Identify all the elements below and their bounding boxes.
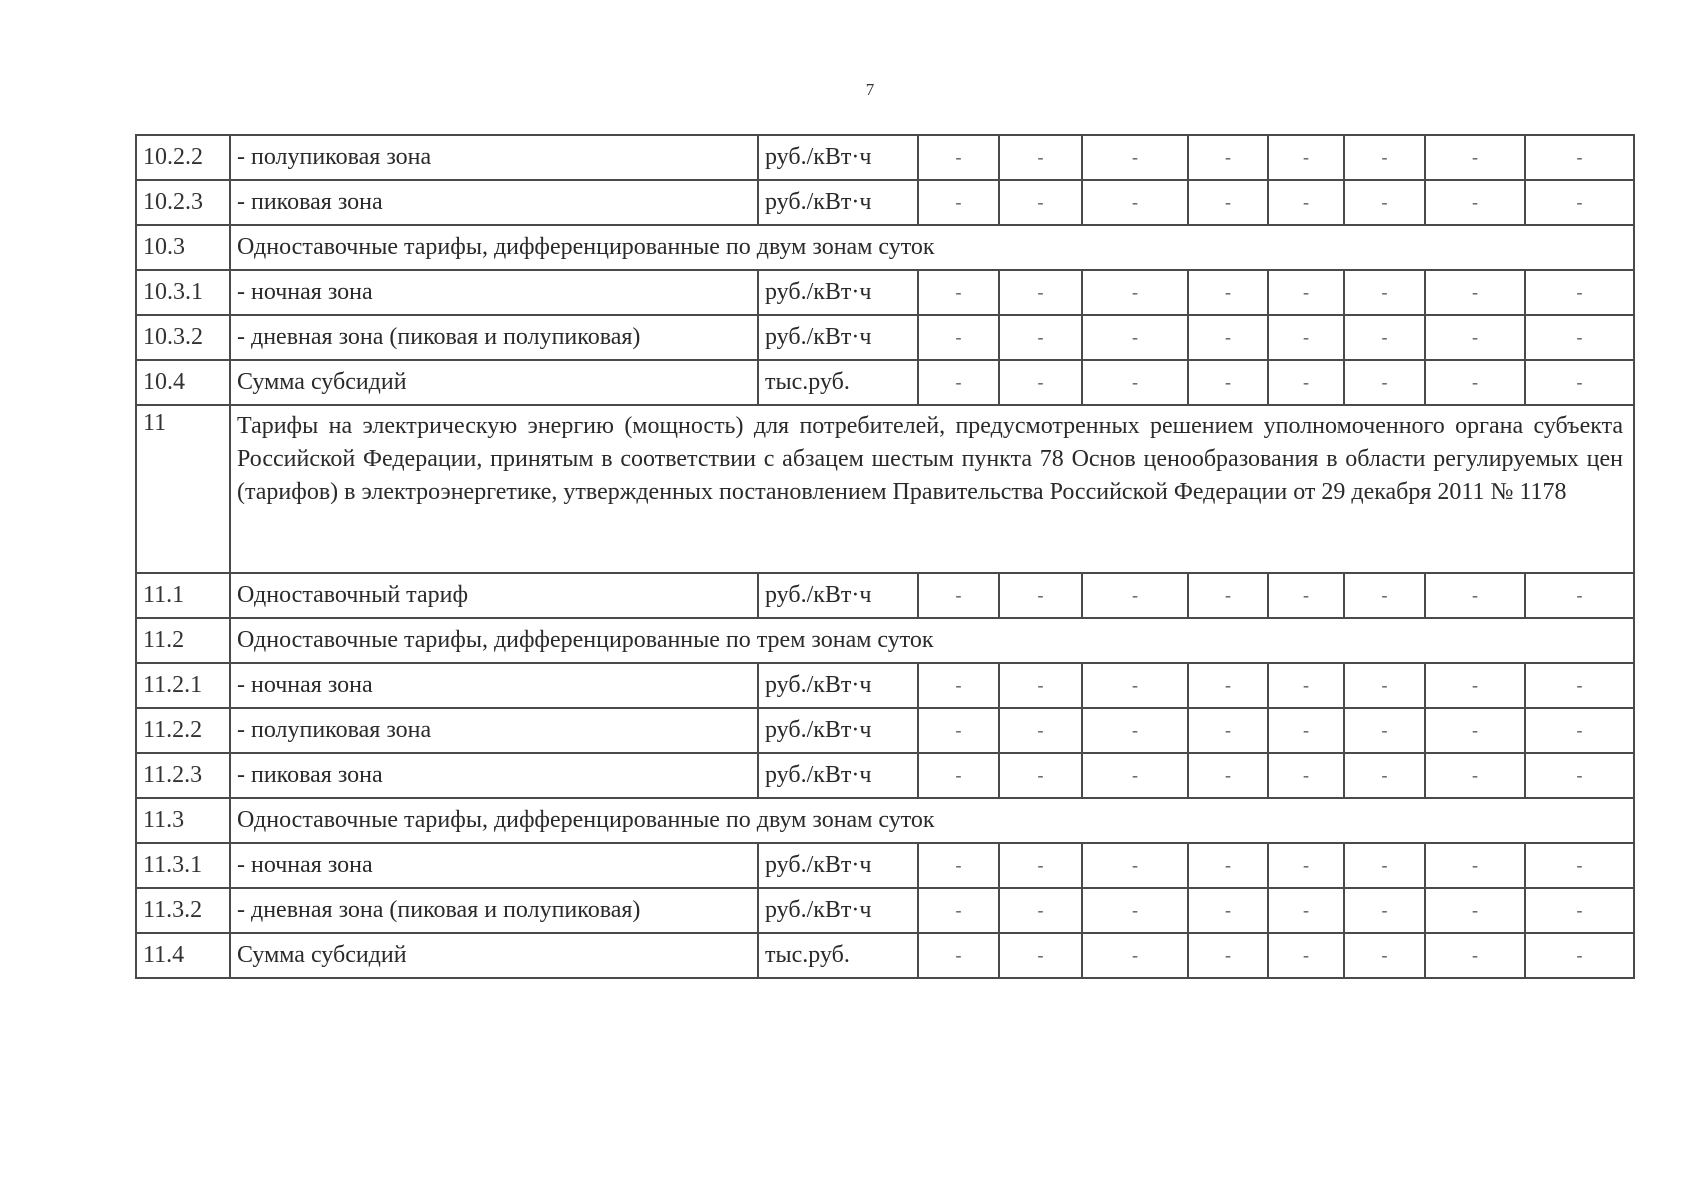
value-cell: - (1082, 663, 1188, 708)
row-number: 10.3.2 (136, 315, 230, 360)
table-row (136, 663, 1634, 708)
value-cell: - (1525, 708, 1634, 753)
row-label: - полупиковая зона (230, 708, 758, 753)
value-cell: - (1082, 753, 1188, 798)
value-cell: - (1188, 315, 1268, 360)
value-cell: - (1082, 135, 1188, 180)
row-unit: тыс.руб. (758, 360, 918, 405)
row-label: - пиковая зона (230, 753, 758, 798)
row-unit: руб./кВт·ч (758, 573, 918, 618)
value-cell: - (1082, 708, 1188, 753)
value-cell: - (1268, 573, 1344, 618)
value-cell: - (1425, 180, 1525, 225)
value-cell: - (1344, 933, 1425, 978)
table-row (136, 180, 1634, 225)
value-cell: - (1188, 888, 1268, 933)
value-cell: - (1344, 843, 1425, 888)
value-cell: - (999, 843, 1082, 888)
row-unit: руб./кВт·ч (758, 135, 918, 180)
section-description: Тарифы на электрическую энергию (мощность) для потребителей, предусмотренных решением уполномоченного органа субъекта Российской Федерации, принятым в соответствии с абзацем шестым пункта 78 Основ ценообразования в области регулируемых цен (тарифов) в электроэнергетике, утвержденных постановлением Правительства Российской Федерации от 29 декабря 2011 № 1178 (230, 405, 1634, 573)
row-label: - ночная зона (230, 270, 758, 315)
section-title: Одноставочные тарифы, дифференцированные по двум зонам суток (230, 798, 1634, 843)
row-label: Сумма субсидий (230, 933, 758, 978)
value-cell: - (1525, 180, 1634, 225)
row-number: 11.2.2 (136, 708, 230, 753)
value-cell: - (1344, 888, 1425, 933)
table-row (136, 753, 1634, 798)
value-cell: - (1082, 315, 1188, 360)
row-unit: руб./кВт·ч (758, 180, 918, 225)
row-number: 11.3.1 (136, 843, 230, 888)
table-row (136, 135, 1634, 180)
value-cell: - (1344, 360, 1425, 405)
value-cell: - (999, 315, 1082, 360)
value-cell: - (1188, 753, 1268, 798)
section-title: Одноставочные тарифы, дифференцированные по двум зонам суток (230, 225, 1634, 270)
value-cell: - (1525, 360, 1634, 405)
value-cell: - (999, 180, 1082, 225)
value-cell: - (1525, 753, 1634, 798)
value-cell: - (999, 573, 1082, 618)
value-cell: - (1268, 270, 1344, 315)
value-cell: - (1082, 933, 1188, 978)
value-cell: - (1188, 843, 1268, 888)
value-cell: - (999, 663, 1082, 708)
value-cell: - (1268, 663, 1344, 708)
tariff-table (135, 134, 1635, 979)
value-cell: - (1188, 933, 1268, 978)
row-number: 10.2.2 (136, 135, 230, 180)
value-cell: - (918, 708, 999, 753)
value-cell: - (1425, 135, 1525, 180)
value-cell: - (1425, 573, 1525, 618)
table-row (136, 270, 1634, 315)
value-cell: - (1268, 843, 1344, 888)
value-cell: - (918, 573, 999, 618)
value-cell: - (1268, 933, 1344, 978)
section-title: Одноставочные тарифы, дифференцированные по трем зонам суток (230, 618, 1634, 663)
row-number: 11.1 (136, 573, 230, 618)
value-cell: - (918, 753, 999, 798)
table-row (136, 933, 1634, 978)
value-cell: - (1525, 933, 1634, 978)
row-number: 11 (136, 405, 230, 573)
row-label: - полупиковая зона (230, 135, 758, 180)
table-row (136, 405, 1634, 573)
value-cell: - (1425, 663, 1525, 708)
row-label: - дневная зона (пиковая и полупиковая) (230, 315, 758, 360)
value-cell: - (918, 270, 999, 315)
value-cell: - (1268, 753, 1344, 798)
row-unit: руб./кВт·ч (758, 270, 918, 315)
table-body (136, 135, 1634, 978)
value-cell: - (1525, 888, 1634, 933)
value-cell: - (1425, 315, 1525, 360)
value-cell: - (1425, 843, 1525, 888)
value-cell: - (1268, 708, 1344, 753)
value-cell: - (1082, 843, 1188, 888)
value-cell: - (1082, 270, 1188, 315)
value-cell: - (918, 315, 999, 360)
value-cell: - (1268, 888, 1344, 933)
value-cell: - (918, 888, 999, 933)
value-cell: - (1268, 180, 1344, 225)
row-number: 10.3 (136, 225, 230, 270)
value-cell: - (1188, 270, 1268, 315)
row-number: 10.2.3 (136, 180, 230, 225)
row-label: Одноставочный тариф (230, 573, 758, 618)
value-cell: - (1425, 360, 1525, 405)
row-number: 10.4 (136, 360, 230, 405)
value-cell: - (1525, 135, 1634, 180)
row-unit: тыс.руб. (758, 933, 918, 978)
value-cell: - (918, 933, 999, 978)
row-number: 11.2.3 (136, 753, 230, 798)
row-unit: руб./кВт·ч (758, 753, 918, 798)
table-row (136, 798, 1634, 843)
table-row (136, 843, 1634, 888)
value-cell: - (1344, 663, 1425, 708)
value-cell: - (1425, 888, 1525, 933)
table-row (136, 618, 1634, 663)
value-cell: - (1425, 708, 1525, 753)
value-cell: - (999, 888, 1082, 933)
value-cell: - (918, 180, 999, 225)
value-cell: - (1188, 663, 1268, 708)
value-cell: - (1344, 573, 1425, 618)
value-cell: - (999, 753, 1082, 798)
value-cell: - (999, 135, 1082, 180)
value-cell: - (1188, 135, 1268, 180)
table-row (136, 573, 1634, 618)
value-cell: - (1268, 135, 1344, 180)
value-cell: - (1425, 270, 1525, 315)
table-row (136, 360, 1634, 405)
value-cell: - (1082, 888, 1188, 933)
value-cell: - (1525, 315, 1634, 360)
value-cell: - (1268, 360, 1344, 405)
row-label: - ночная зона (230, 843, 758, 888)
value-cell: - (1268, 315, 1344, 360)
value-cell: - (918, 843, 999, 888)
value-cell: - (1188, 360, 1268, 405)
row-number: 11.4 (136, 933, 230, 978)
value-cell: - (1425, 933, 1525, 978)
value-cell: - (1344, 135, 1425, 180)
row-unit: руб./кВт·ч (758, 315, 918, 360)
value-cell: - (918, 135, 999, 180)
row-number: 11.3.2 (136, 888, 230, 933)
row-unit: руб./кВт·ч (758, 708, 918, 753)
row-number: 11.3 (136, 798, 230, 843)
value-cell: - (1344, 180, 1425, 225)
value-cell: - (1525, 663, 1634, 708)
table-row (136, 708, 1634, 753)
value-cell: - (1082, 573, 1188, 618)
value-cell: - (1425, 753, 1525, 798)
value-cell: - (1525, 843, 1634, 888)
value-cell: - (1344, 753, 1425, 798)
row-label: - ночная зона (230, 663, 758, 708)
value-cell: - (1188, 573, 1268, 618)
value-cell: - (999, 360, 1082, 405)
value-cell: - (1344, 315, 1425, 360)
value-cell: - (1525, 573, 1634, 618)
value-cell: - (918, 360, 999, 405)
row-label: - пиковая зона (230, 180, 758, 225)
value-cell: - (1525, 270, 1634, 315)
table-row (136, 225, 1634, 270)
value-cell: - (999, 933, 1082, 978)
row-unit: руб./кВт·ч (758, 888, 918, 933)
value-cell: - (1082, 360, 1188, 405)
row-number: 11.2 (136, 618, 230, 663)
row-label: - дневная зона (пиковая и полупиковая) (230, 888, 758, 933)
row-number: 11.2.1 (136, 663, 230, 708)
row-unit: руб./кВт·ч (758, 663, 918, 708)
value-cell: - (918, 663, 999, 708)
value-cell: - (999, 708, 1082, 753)
value-cell: - (1188, 708, 1268, 753)
row-number: 10.3.1 (136, 270, 230, 315)
value-cell: - (1344, 708, 1425, 753)
value-cell: - (1188, 180, 1268, 225)
value-cell: - (1082, 180, 1188, 225)
table-row (136, 888, 1634, 933)
value-cell: - (1344, 270, 1425, 315)
value-cell: - (999, 270, 1082, 315)
row-label: Сумма субсидий (230, 360, 758, 405)
table-row (136, 315, 1634, 360)
page-number: 7 (865, 80, 875, 99)
row-unit: руб./кВт·ч (758, 843, 918, 888)
